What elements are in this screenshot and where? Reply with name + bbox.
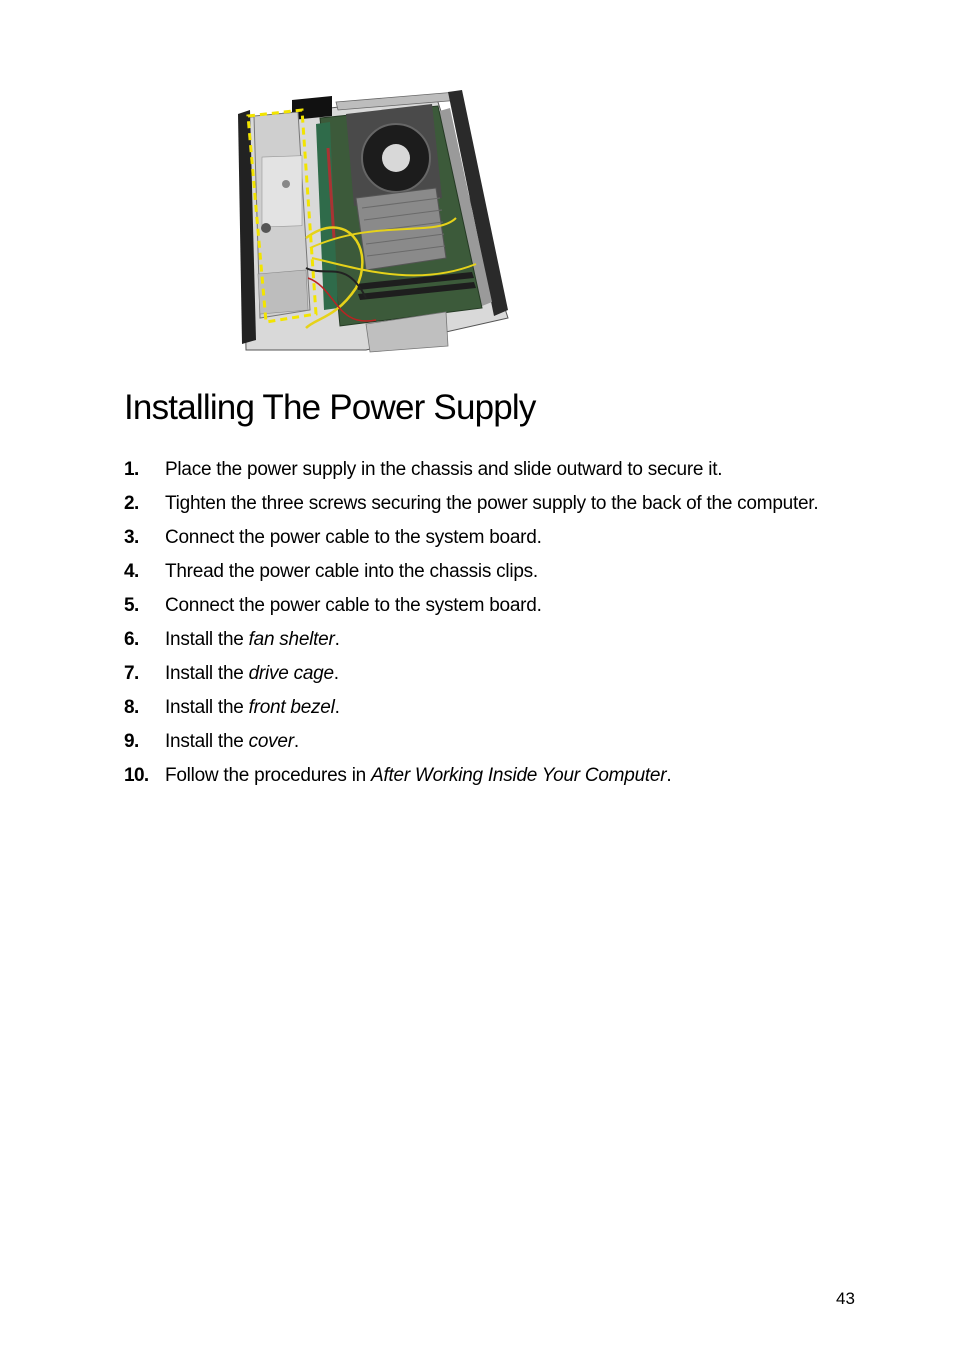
list-item	[124, 694, 824, 721]
step-number: 10.	[124, 765, 149, 786]
step-text-end: .	[334, 629, 340, 650]
step-text: Install the	[165, 663, 249, 684]
step-text: Install the	[165, 731, 249, 752]
step-number: 5.	[124, 595, 139, 616]
step-number: 9.	[124, 731, 139, 752]
step-text-end: .	[666, 765, 672, 786]
step-text: Connect the power cable to the system board.	[165, 527, 542, 548]
procedure-steps	[124, 456, 824, 796]
step-number: 1.	[124, 459, 139, 480]
step-text: Connect the power cable to the system board.	[165, 595, 542, 616]
computer-chassis-figure	[236, 88, 512, 356]
list-item	[124, 592, 824, 619]
cover-link[interactable]: cover	[248, 731, 294, 752]
step-text-end: .	[333, 663, 339, 684]
step-number: 2.	[124, 493, 139, 514]
page-number: 43	[836, 1289, 855, 1308]
drive-cage-link[interactable]: drive cage	[248, 663, 334, 684]
step-number: 7.	[124, 663, 139, 684]
step-number: 6.	[124, 629, 139, 650]
after-working-inside-link[interactable]: After Working Inside Your Computer	[371, 765, 667, 786]
list-item	[124, 490, 824, 517]
step-text: Follow the procedures in	[165, 765, 372, 786]
step-text: Install the	[165, 629, 249, 650]
fan-shelter-link[interactable]: fan shelter	[248, 629, 335, 650]
step-number: 8.	[124, 697, 139, 718]
step-number: 3.	[124, 527, 139, 548]
step-text: Install the	[165, 697, 249, 718]
power-supply-illustration	[236, 88, 512, 356]
step-text: Thread the power cable into the chassis clips.	[165, 561, 538, 582]
list-item	[124, 626, 824, 653]
step-text: Place the power supply in the chassis and slide outward to secure it.	[165, 459, 723, 480]
list-item	[124, 456, 824, 483]
step-text-end: .	[293, 731, 299, 752]
front-bezel-link[interactable]: front bezel	[248, 697, 335, 718]
page-title: Installing The Power Supply	[124, 388, 536, 427]
step-number: 4.	[124, 561, 139, 582]
list-item	[124, 524, 824, 551]
list-item	[124, 762, 824, 789]
step-text: Tighten the three screws securing the power supply to the back of the computer.	[165, 493, 819, 514]
step-text-end: .	[334, 697, 340, 718]
list-item	[124, 660, 824, 687]
list-item	[124, 728, 824, 755]
list-item	[124, 558, 824, 585]
